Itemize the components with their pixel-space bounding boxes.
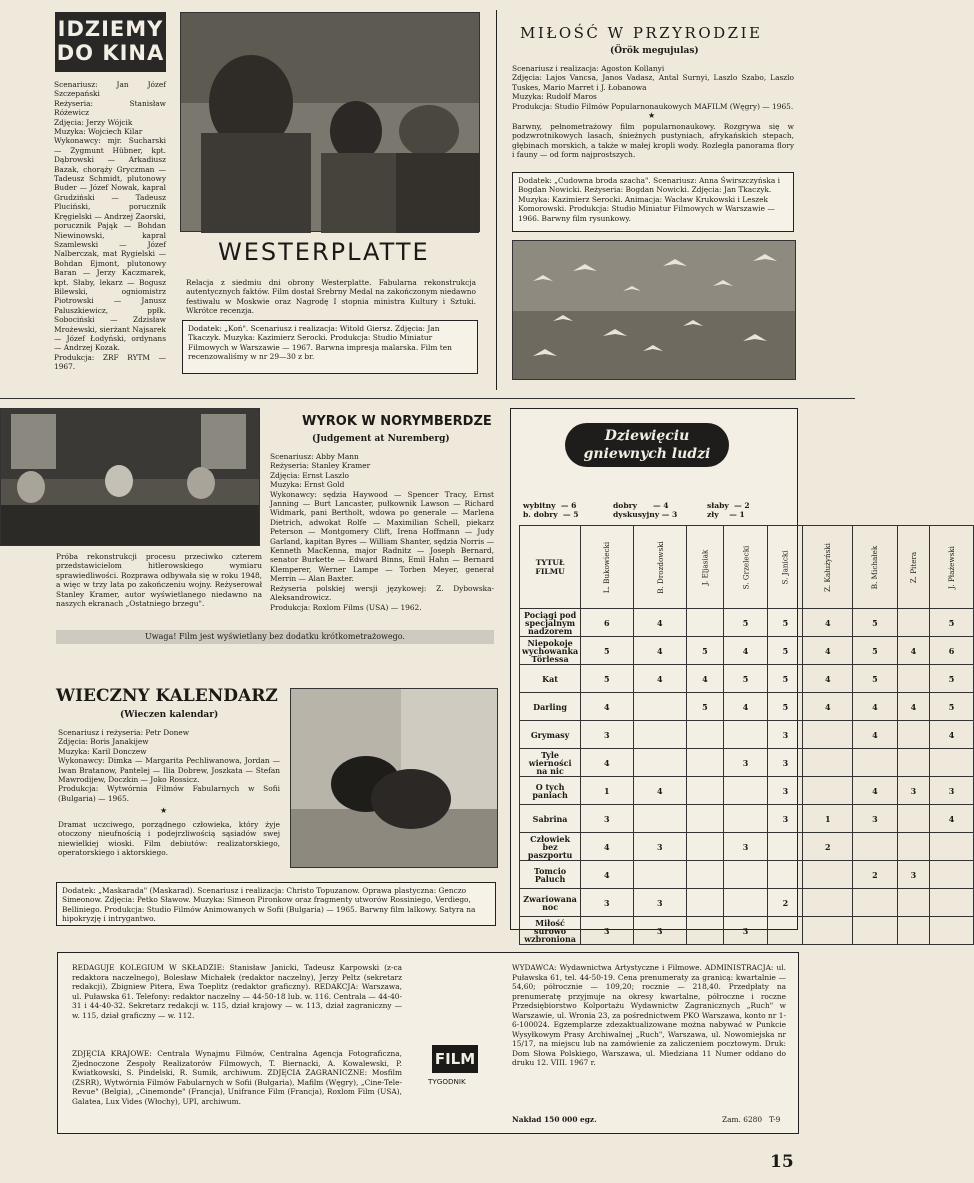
westerplatte-description: Relacja z siedmiu dni obrony Westerplatte. Fabularna rekonstrukcja autentycznych faktów. Film dostał Srebrny Medal na zakończonym niedawno festiwalu w Moskwie oraz Nagrodę I stopnia ministra Kultury i Sztuki. Wkrótce recenzja. (186, 278, 476, 316)
critic-header (930, 526, 974, 609)
score-cell (897, 749, 929, 777)
score-cell: 4 (803, 637, 853, 665)
critic-name: Z. Pitera (908, 551, 918, 583)
table-row (520, 637, 974, 665)
score-cell: 3 (581, 917, 633, 945)
score-cell (723, 721, 768, 749)
film-title-cell: Miłość surowo wzbroniona (520, 917, 581, 945)
score-cell: 4 (853, 777, 897, 805)
critic-name: B. Drozdowski (655, 540, 665, 594)
score-cell (687, 609, 724, 637)
ratings-legend-2: dobry — 4 dyskusyjny — 3 (613, 501, 678, 519)
score-cell (687, 805, 724, 833)
score-cell (687, 777, 724, 805)
ratings-panel (510, 408, 957, 944)
score-cell (803, 749, 853, 777)
wyrok-description: Próba rekonstrukcji procesu przeciwko czterem przedstawicielom hitlerowskiego wymiaru sprawiedliwości. Rozprawa odbywała się w roku 1948, a więc w trzy lata po zakończeniu wojny. Reżyserował Stanley Kramer, autor wyświetlanego niedawno na naszych ekranach „Ostatniego brzegu". (56, 552, 262, 609)
score-cell: 4 (803, 609, 853, 637)
page-number: 15 (770, 1152, 794, 1172)
score-cell: 5 (768, 609, 803, 637)
critic-header (803, 526, 853, 609)
score-cell (633, 805, 687, 833)
score-cell: 4 (633, 609, 687, 637)
westerplatte-title: WESTERPLATTE (218, 238, 430, 266)
publisher-text: WYDAWCA: Wydawnictwa Artystyczne i Filmowe. ADMINISTRACJA: ul. Puławska 61, tel. 44-50-19. Cena prenumeraty za granicą: kwartalnie — 54,60; półrocznie — 109,20; rocznie — 218,40. Przedpłaty na prenumeratę przyjmuje na okresy kwartalne, półroczne i roczne Przedsiębiorstwo Kolportażu Wydawnictw Zagranicznych „Ruch" w Warszawie, ul. Wronia 23, za pośrednictwem PKO Warszawa, konto nr 1-6-100024. Egzemplarze zdezaktualizowane można nabywać w Punkcie Wysyłkowym Prasy Archiwalnej „Ruch", Warszawa, ul. Nowomiejska nr 15/17, na miejscu lub na zamówienie za zaliczeniem pocztowym. Druk: Dom Słowa Polskiego, Warszawa, ul. Miedziana 11 Numer oddano do druku 12. VIII. 1967 r. (512, 963, 786, 1067)
score-cell: 1 (581, 777, 633, 805)
score-cell: 5 (853, 637, 897, 665)
score-cell: 3 (768, 749, 803, 777)
score-cell: 5 (768, 637, 803, 665)
table-row (520, 665, 974, 693)
score-cell: 3 (853, 805, 897, 833)
score-cell (633, 721, 687, 749)
score-cell: 3 (633, 889, 687, 917)
ratings-logo-line1: Dziewięciu (604, 428, 690, 444)
film-title-cell: Sabrina (520, 805, 581, 833)
table-row (520, 609, 974, 637)
score-cell: 5 (581, 637, 633, 665)
score-cell: 3 (723, 749, 768, 777)
wieczny-star: ★ (160, 806, 168, 815)
critic-name: S. Janicki (780, 549, 790, 585)
score-cell: 6 (930, 637, 974, 665)
critic-header (687, 526, 724, 609)
score-cell (687, 889, 724, 917)
score-cell: 3 (581, 889, 633, 917)
score-cell (633, 749, 687, 777)
score-cell: 5 (930, 609, 974, 637)
score-cell: 4 (897, 693, 929, 721)
score-cell (803, 861, 853, 889)
score-cell: 5 (853, 665, 897, 693)
critic-name: Z. Kałużyński (823, 542, 833, 592)
critic-name: S. Grzelecki (741, 545, 751, 589)
score-cell (687, 833, 724, 861)
score-cell (897, 917, 929, 945)
wieczny-subtitle: (Wieczen kalendar) (120, 710, 219, 720)
score-cell (853, 889, 897, 917)
score-cell: 6 (581, 609, 633, 637)
ratings-logo-line2: gniewnych ludzi (583, 446, 711, 462)
score-cell (853, 833, 897, 861)
score-cell (930, 833, 974, 861)
score-cell: 4 (581, 693, 633, 721)
score-cell (930, 749, 974, 777)
section-header: IDZIEMY DO KINA (55, 12, 166, 72)
birds-photo (512, 240, 796, 380)
critic-header (723, 526, 768, 609)
score-cell: 3 (897, 861, 929, 889)
wieczny-title: WIECZNY KALENDARZ (56, 686, 278, 706)
ratings-logo (565, 423, 729, 467)
score-cell: 4 (633, 777, 687, 805)
score-cell (723, 805, 768, 833)
milosc-description: Barwny, pełnometrażowy film popularnonaukowy. Rozgrywa się w podzwrotnikowych lasach, śnieżnych pustyniach, afrykańskich stepach, głębinach morskich, a także w małej kropli wody. Rozległa panorama flory i fauny — od form najprostszych. (512, 122, 794, 160)
score-cell: 3 (768, 777, 803, 805)
score-cell (723, 889, 768, 917)
score-cell: 3 (581, 805, 633, 833)
score-cell (687, 917, 724, 945)
score-cell: 5 (723, 665, 768, 693)
score-cell (897, 609, 929, 637)
score-cell (803, 777, 853, 805)
critic-header (853, 526, 897, 609)
score-cell: 5 (930, 693, 974, 721)
table-row (520, 833, 974, 861)
score-cell (897, 889, 929, 917)
score-cell (723, 777, 768, 805)
editorial-text: REDAGUJE KOLEGIUM W SKŁADZIE: Stanisław Janicki, Tadeusz Karpowski (z-ca redaktora naczelnego), Bolesław Michałek (redaktor naczelny), Jerzy Peltz (sekretarz redakcji), Zbigniew Pitera, Ewa Toeplitz (redaktor graficzny). REDAKCJA: Warszawa, ul. Puławska 61. Telefony: redaktor naczelny — 44-50-18 lub. w. 116. Centrala — 44-40-31 i 44-40-32. Sekretarz redakcji w. 115, dział krajowy — w. 113, dział zagraniczny — w. 115, dział graficzny — w. 112. (72, 963, 402, 1020)
score-cell: 5 (723, 609, 768, 637)
score-cell: 2 (803, 833, 853, 861)
score-cell (768, 833, 803, 861)
photos-credits: ZDJĘCIA KRAJOWE: Centrala Wynajmu Filmów, Centralna Agencja Fotograficzna, Zjednoczone Zespoły Realizatorów Filmowych, T. Biernacki, A. Kowalewski, P. Kwiatkowski, S. Pindelski, R. Sumik, archiwum. ZDJĘCIA ZAGRANICZNE: Mosfilm (ZSRR), Wytwórnia Filmów Fabularnych w Sofii (Bułgaria), Mafilm (Węgry), „Cine-Tele-Revue" (Belgia), „Cinemonde" (Francja), Unifrance Film (Francja), Roxlom Film (USA), Galatea, Lux Vides (Włochy), UPI, archiwum. (72, 1049, 402, 1106)
score-cell: 5 (768, 665, 803, 693)
score-cell (723, 861, 768, 889)
score-cell (930, 917, 974, 945)
score-cell: 3 (930, 777, 974, 805)
critic-header (897, 526, 929, 609)
score-cell (803, 721, 853, 749)
table-row (520, 777, 974, 805)
milosc-title: MIŁOŚĆ W PRZYRODZIE (520, 24, 763, 42)
milosc-star: ★ (648, 111, 656, 120)
film-title-cell: Niepokoje wychowanka Törlessa (520, 637, 581, 665)
score-cell: 4 (723, 693, 768, 721)
score-cell (897, 665, 929, 693)
table-row (520, 861, 974, 889)
wieczny-credits: Scenariusz i reżyseria: Petr Donew Zdjęcia: Boris Janakijew Muzyka: Karil Donczew Wykonawcy: Dimka — Margarita Pechliwanowa, Jordan — Iwan Bratanow, Pantelej — Ilia Dobrew, Joszkata — Stefan Mawrodijew, Doczkin — Joko Rossicz. Produkcja: Wytwórnia Filmów Fabularnych w Sofii (Bulgaria) — 1965. (58, 728, 280, 803)
score-cell (633, 693, 687, 721)
score-cell (768, 861, 803, 889)
ratings-legend-3: słaby — 2 zły — 1 (707, 501, 750, 519)
critic-name: J. Eljasiak (700, 549, 710, 585)
score-cell: 3 (768, 721, 803, 749)
film-title-cell: O tych paniach (520, 777, 581, 805)
milosc-subtitle: (Örök megujulas) (610, 46, 699, 56)
score-cell: 4 (723, 637, 768, 665)
score-cell: 4 (853, 693, 897, 721)
score-cell: 4 (633, 665, 687, 693)
score-cell: 3 (581, 721, 633, 749)
score-cell: 3 (723, 833, 768, 861)
score-cell: 4 (930, 721, 974, 749)
ratings-legend-1: wybitny — 6 b. dobry — 5 (523, 501, 579, 519)
title-header: TYTUŁ FILMU (520, 526, 581, 609)
critic-name: J. Płażewski (947, 545, 957, 589)
score-cell: 4 (897, 637, 929, 665)
film-title-cell: Grymasy (520, 721, 581, 749)
score-cell (930, 861, 974, 889)
score-cell: 5 (581, 665, 633, 693)
wieczny-description: Dramat uczciwego, porządnego człowieka, który żyje otoczony nieufnością i podejrzliwością sąsiadów swej niewielkiej wioski. Film debiutów: realizatorskiego, operatorskiego i aktorskiego. (58, 820, 280, 858)
wyrok-title: WYROK W NORYMBERDZE (302, 414, 492, 429)
score-cell: 3 (768, 805, 803, 833)
score-cell: 2 (853, 861, 897, 889)
score-cell: 5 (768, 693, 803, 721)
score-cell: 5 (930, 665, 974, 693)
score-cell: 1 (803, 805, 853, 833)
score-cell (803, 889, 853, 917)
table-row (520, 805, 974, 833)
score-cell (803, 917, 853, 945)
table-row (520, 917, 974, 945)
critic-header (633, 526, 687, 609)
score-cell: 4 (803, 693, 853, 721)
score-cell: 2 (768, 889, 803, 917)
wyrok-subtitle: (Judgement at Nuremberg) (312, 434, 450, 444)
score-cell: 4 (581, 861, 633, 889)
film-title-cell: Zwariowana noc (520, 889, 581, 917)
critic-header (768, 526, 803, 609)
film-logo-sub: TYGODNIK (428, 1077, 466, 1086)
score-cell: 4 (581, 749, 633, 777)
critic-name: B. Michałek (870, 545, 880, 589)
score-cell: 5 (687, 693, 724, 721)
ratings-table (519, 525, 974, 945)
score-cell: 4 (581, 833, 633, 861)
film-title-cell: Pociągi pod specjalnym nadzorem (520, 609, 581, 637)
table-row (520, 721, 974, 749)
imprint-box (57, 952, 799, 1134)
score-cell: 3 (897, 777, 929, 805)
score-cell (853, 749, 897, 777)
score-cell: 4 (803, 665, 853, 693)
film-title-cell: Tyle wierności na nic (520, 749, 581, 777)
score-cell (633, 861, 687, 889)
score-cell: 5 (687, 637, 724, 665)
score-cell: 3 (723, 917, 768, 945)
westerplatte-photo (180, 12, 480, 232)
nuremberg-photo (0, 408, 260, 546)
film-title-cell: Kat (520, 665, 581, 693)
critic-name: L. Bukowiecki (602, 541, 612, 593)
score-cell (687, 749, 724, 777)
table-row (520, 693, 974, 721)
score-cell: 4 (853, 721, 897, 749)
score-cell: 3 (633, 833, 687, 861)
score-cell (687, 721, 724, 749)
score-cell: 4 (633, 637, 687, 665)
table-row (520, 749, 974, 777)
wieczny-addition: Dodatek: „Maskarada" (Maskarad). Scenariusz i realizacja: Christo Topuzanow. Oprawa plastyczna: Genczo Simeonow. Zdjęcia: Petko Sławow. Muzyka: Simeon Pironkow oraz fragmenty utworów Rossiniego, Verdiego, Belliniego. Produkcja: Studio Filmów Animowanych w Sofii (Bulgaria) — 1965. Barwny film lalkowy. Satyra na hipokryzję i intrygantwo. (56, 882, 496, 926)
wyrok-credits: Scenariusz: Abby Mann Reżyseria: Stanley Kramer Zdjęcia: Ernst Laszlo Muzyka: Ernst Gold Wykonawcy: sędzia Haywood — Spencer Tracy, Ernst Janning — Burt Lancaster, pułkownik Lawson — Richard Widmark, pani Bertholt, wdowa po generale — Marlena Dietrich, adwokat Rolfe — Maximilian Schell, piekarz Peterson — Montgomery Clift, Irena Hoffmann — Judy Garland, kapitan Byres — William Shanter, sędzia Norris — Kenneth MacKenna, major Radnitz — Joseph Bernard, senator Burkette — Edward Binns, Emil Hahn — Bernard Klemperer, Werner Lampe — Torben Meyer, generał Merrin — Alan Baxter. Reżyseria polskiej wersji językowej: Z. Dybowska-Aleksandrowicz. Produkcja: Roxlom Films (USA) — 1962. (270, 452, 494, 612)
film-title-cell: Tomcio Paluch (520, 861, 581, 889)
score-cell: 4 (687, 665, 724, 693)
score-cell (930, 889, 974, 917)
score-cell (897, 805, 929, 833)
order-number: Zam. 6280 T-9 (722, 1115, 781, 1124)
wieczny-photo (290, 688, 498, 868)
critic-header (581, 526, 633, 609)
score-cell: 4 (930, 805, 974, 833)
circulation: Nakład 150 000 egz. (512, 1115, 597, 1124)
milosc-credits: Scenariusz i realizacja: Agoston Kollanyi Zdjęcia: Lajos Vancsa, Janos Vadasz, Antal Surnyi, Laszlo Szabo, Laszlo Tuskes, Mario Marret i J. Łobanowa Muzyka: Rudolf Maros Produkcja: Studio Filmów Popularnonaukowych MAFILM (Węgry) — 1965. (512, 64, 794, 111)
film-logo: FILM (432, 1045, 478, 1073)
film-title-cell: Darling (520, 693, 581, 721)
westerplatte-credits: Scenariusz: Jan Józef Szczepański Reżyseria: Stanisław Różewicz Zdjęcia: Jerzy Wójcik Muzyka: Wojciech Kilar Wykonawcy: mjr. Sucharski — Zygmunt Hübner, kpt. Dąbrowski — Arkadiusz Bazak, chorąży Gryczman — Tadeusz Schmidt, plutonowy Buder — Józef Nowak, kapral Grudziński — Tadeusz Pluciński, porucznik Kręgielski — Andrzej Zaorski, porucznik Pająk — Bohdan Niewinowski, kapral Szamlewski — Józef Nalberczak, mat Rygielski — Bohdan Ejmont, plutonowy Baran — Jerzy Kaczmarek, kpt. Słaby, lekarz — Bogusz Bilewski, ogniomistrz Piotrowski — Janusz Paluszkiewicz, ppłk. Sobociński — Zdzisław Mrożewski, sierżant Najsarek — Józef Łodyński, ordynans — Andrzej Kozak. Produkcja: ZRF RYTM — 1967. (54, 80, 166, 372)
milosc-addition: Dodatek: „Cudowna broda szacha". Scenariusz: Anna Świrszczyńska i Bogdan Nowicki. Reżyseria: Bogdan Nowicki. Zdjęcia: Jan Tkaczyk. Muzyka: Kazimierz Serocki. Animacja: Wacław Krukowski i Leszek Komorowski. Produkcja: Studio Miniatur Filmowych w Warszawie — 1966. Barwny film rysunkowy. (512, 172, 794, 232)
wyrok-note: Uwaga! Film jest wyświetlany bez dodatku krótkometrażowego. (56, 630, 494, 644)
score-cell (768, 917, 803, 945)
table-row (520, 889, 974, 917)
score-cell: 3 (633, 917, 687, 945)
score-cell (687, 861, 724, 889)
film-title-cell: Człowiek bez paszportu (520, 833, 581, 861)
score-cell: 5 (853, 609, 897, 637)
score-cell (897, 721, 929, 749)
score-cell (853, 917, 897, 945)
westerplatte-addition: Dodatek: „Koń". Scenariusz i realizacja: Witold Giersz. Zdjęcia: Jan Tkaczyk. Muzyka: Kazimierz Serocki. Produkcja: Studio Miniatur Filmowych w Warszawie — 1967. Barwna impresja malarska. Film ten recenzowaliśmy w nr 29—30 z br. (182, 320, 478, 374)
score-cell (897, 833, 929, 861)
